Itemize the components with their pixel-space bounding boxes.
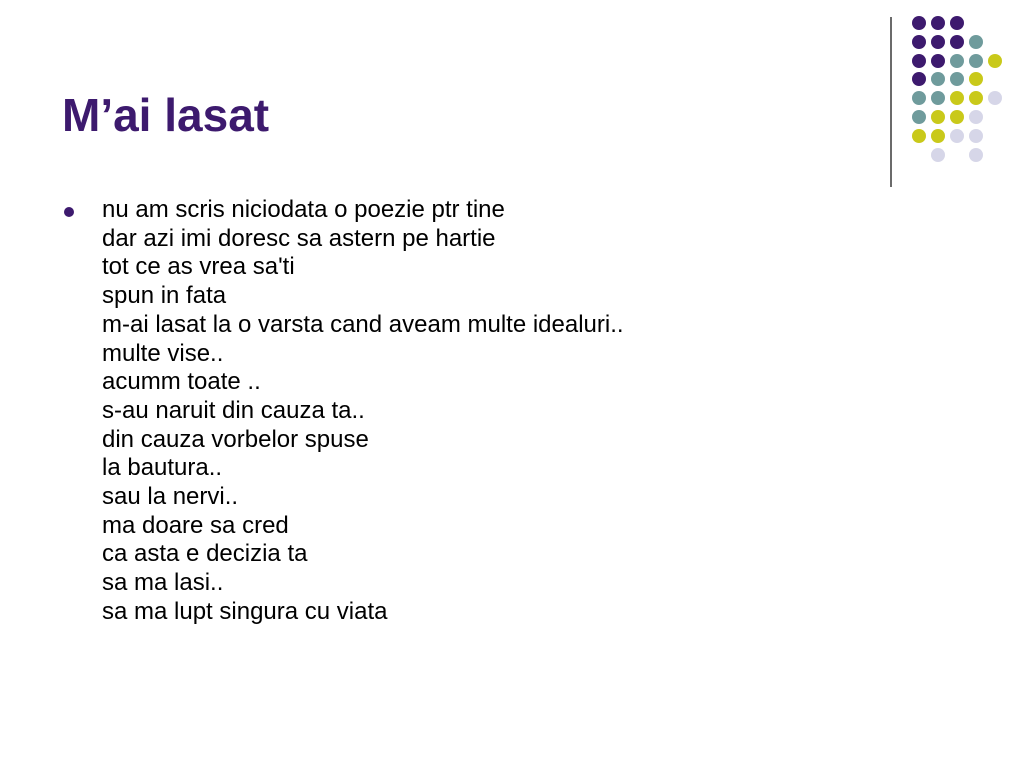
poem-line: spun in fata <box>102 282 227 310</box>
decorative-dot <box>950 72 964 86</box>
decorative-dot <box>969 35 983 49</box>
decorative-dot <box>950 91 964 105</box>
poem-line: la bautura.. <box>102 454 223 482</box>
decorative-dot <box>950 35 964 49</box>
body-text <box>62 196 822 627</box>
decorative-dot <box>969 72 983 86</box>
decorative-dot <box>988 54 1002 68</box>
poem-line: ma doare sa cred <box>102 511 289 539</box>
decorative-dot <box>912 35 926 49</box>
decorative-dot <box>931 72 945 86</box>
slide-title: M’ai lasat <box>62 89 270 141</box>
decorative-dot <box>931 16 945 30</box>
decorative-dot <box>912 54 926 68</box>
decorative-dot <box>912 16 926 30</box>
poem-line: tot ce as vrea sa'ti <box>102 253 295 281</box>
decorative-divider <box>890 17 892 187</box>
decorative-dot <box>931 110 945 124</box>
decorative-dot <box>950 54 964 68</box>
decorative-dot <box>988 91 1002 105</box>
poem-line: multe vise.. <box>102 339 224 367</box>
decorative-dot <box>931 35 945 49</box>
decorative-dot <box>950 110 964 124</box>
poem-line: sau la nervi.. <box>102 483 239 511</box>
decorative-dot <box>931 54 945 68</box>
poem-line: nu am scris niciodata o poezie ptr tine <box>102 196 505 223</box>
decorative-dot <box>969 110 983 124</box>
poem-line: s-au naruit din cauza ta.. <box>102 396 365 424</box>
decorative-dot <box>931 91 945 105</box>
poem-line: ca asta e decizia ta <box>102 540 308 568</box>
bullet-item <box>62 196 822 627</box>
decorative-dot <box>931 148 945 162</box>
decorative-dot <box>969 91 983 105</box>
poem-line: m-ai lasat la o varsta cand aveam multe idealuri.. <box>102 310 624 338</box>
decorative-dot <box>969 148 983 162</box>
decorative-dot <box>950 129 964 143</box>
decorative-dot <box>912 129 926 143</box>
decorative-dot <box>912 72 926 86</box>
poem-line: din cauza vorbelor spuse <box>102 425 369 453</box>
poem-line: acumm toate .. <box>102 368 261 396</box>
poem-line: dar azi imi doresc sa astern pe hartie <box>102 224 496 252</box>
decorative-dot <box>931 129 945 143</box>
poem-line: sa ma lupt singura cu viata <box>102 597 388 625</box>
decorative-dot <box>912 110 926 124</box>
poem-line: sa ma lasi.. <box>102 569 224 597</box>
decorative-dot <box>912 91 926 105</box>
decorative-dot <box>969 129 983 143</box>
decorative-dot <box>950 16 964 30</box>
decorative-dot <box>969 54 983 68</box>
bullet-icon <box>64 207 74 217</box>
